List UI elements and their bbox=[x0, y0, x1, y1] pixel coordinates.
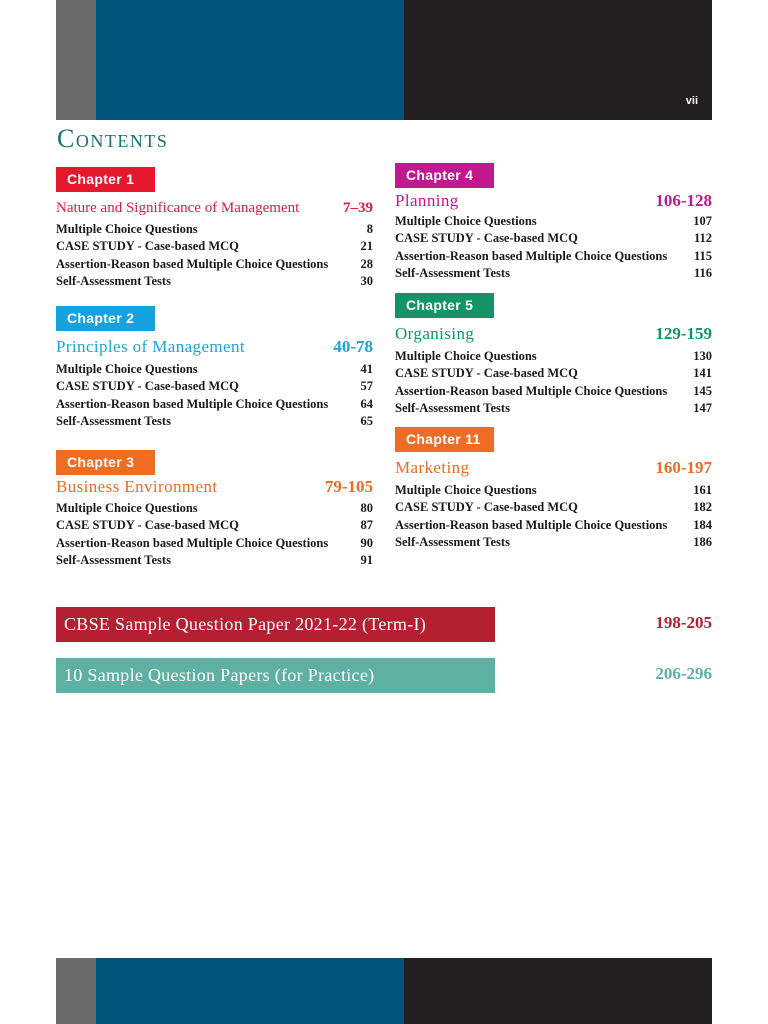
item-page: 184 bbox=[693, 517, 712, 532]
header-band-blue-block bbox=[96, 0, 404, 120]
item-label: Assertion-Reason based Multiple Choice Questions bbox=[56, 256, 329, 271]
item-page: 107 bbox=[693, 214, 712, 228]
list-item[interactable] bbox=[395, 400, 712, 417]
item-label: CASE STUDY - Case-based MCQ bbox=[56, 239, 239, 254]
chapter-5-items bbox=[395, 348, 712, 418]
item-page: 8 bbox=[366, 222, 373, 236]
item-page: 161 bbox=[693, 483, 712, 497]
item-label: Assertion-Reason based Multiple Choice Questions bbox=[395, 383, 668, 398]
list-item[interactable] bbox=[395, 499, 712, 516]
list-item[interactable] bbox=[56, 378, 373, 395]
chapter-5-pages: 129-159 bbox=[655, 324, 712, 343]
list-item[interactable] bbox=[395, 365, 712, 382]
item-page: 41 bbox=[360, 362, 373, 376]
chapter-2-items bbox=[56, 361, 373, 431]
item-page: 65 bbox=[360, 414, 373, 429]
item-label: Multiple Choice Questions bbox=[56, 362, 198, 376]
item-label: Multiple Choice Questions bbox=[395, 483, 537, 497]
list-item[interactable] bbox=[395, 482, 712, 499]
item-label: Multiple Choice Questions bbox=[56, 501, 198, 515]
chapter-1-pages: 7–39 bbox=[343, 200, 373, 216]
item-label: Assertion-Reason based Multiple Choice Questions bbox=[56, 535, 329, 550]
list-item[interactable] bbox=[56, 221, 373, 238]
list-item[interactable] bbox=[56, 273, 373, 290]
chapter-11-items bbox=[395, 482, 712, 552]
item-label: CASE STUDY - Case-based MCQ bbox=[56, 379, 239, 394]
practice-papers-bar[interactable]: 10 Sample Question Papers (for Practice) bbox=[56, 658, 495, 693]
item-label: Self-Assessment Tests bbox=[56, 414, 171, 429]
chapter-4-heading[interactable] bbox=[395, 191, 712, 211]
item-label: Assertion-Reason based Multiple Choice Questions bbox=[56, 396, 329, 411]
item-page: 115 bbox=[693, 248, 712, 263]
chapter-2-title: Principles of Management bbox=[56, 337, 245, 356]
item-label: CASE STUDY - Case-based MCQ bbox=[395, 500, 578, 515]
header-band-grey-stripe bbox=[56, 0, 96, 120]
item-page: 145 bbox=[693, 383, 712, 398]
cbse-sample-paper-pages: 198-205 bbox=[655, 613, 712, 632]
list-item[interactable] bbox=[395, 265, 712, 282]
chapter-4-items bbox=[395, 213, 712, 283]
footer-band-grey-stripe bbox=[56, 958, 96, 1024]
footer-band bbox=[56, 958, 712, 1024]
item-page: 130 bbox=[693, 349, 712, 363]
item-label: Self-Assessment Tests bbox=[395, 266, 510, 281]
chapter-5-title: Organising bbox=[395, 324, 475, 343]
header-band-dark-block bbox=[404, 0, 712, 120]
chapter-1-items bbox=[56, 221, 373, 291]
item-page: 186 bbox=[693, 535, 712, 550]
list-item[interactable] bbox=[395, 534, 712, 551]
item-label: Self-Assessment Tests bbox=[395, 401, 510, 416]
chapter-3-items bbox=[56, 500, 373, 570]
item-label: Multiple Choice Questions bbox=[395, 214, 537, 228]
chapter-11-tag: Chapter 11 bbox=[395, 427, 494, 452]
chapter-11-pages: 160-197 bbox=[655, 458, 712, 477]
chapter-2-pages: 40-78 bbox=[333, 337, 373, 356]
list-item[interactable] bbox=[56, 517, 373, 534]
list-item[interactable] bbox=[56, 361, 373, 378]
item-label: Assertion-Reason based Multiple Choice Questions bbox=[395, 517, 668, 532]
item-label: CASE STUDY - Case-based MCQ bbox=[56, 518, 239, 533]
item-label: Multiple Choice Questions bbox=[395, 349, 537, 363]
chapter-2-tag: Chapter 2 bbox=[56, 306, 155, 331]
chapter-3-tag: Chapter 3 bbox=[56, 450, 155, 475]
item-label: Multiple Choice Questions bbox=[56, 222, 198, 236]
item-page: 90 bbox=[360, 535, 373, 550]
item-page: 87 bbox=[360, 518, 373, 533]
list-item[interactable] bbox=[395, 230, 712, 247]
list-item[interactable] bbox=[395, 383, 712, 400]
chapter-5-tag: Chapter 5 bbox=[395, 293, 494, 318]
item-label: Assertion-Reason based Multiple Choice Questions bbox=[395, 248, 668, 263]
chapter-1-heading[interactable] bbox=[56, 200, 373, 217]
chapter-2-heading[interactable] bbox=[56, 337, 373, 357]
footer-band-blue-block bbox=[96, 958, 404, 1024]
footer-band-dark-block bbox=[404, 958, 712, 1024]
chapter-5-heading[interactable] bbox=[395, 324, 712, 344]
item-page: 147 bbox=[693, 401, 712, 416]
item-page: 141 bbox=[693, 366, 712, 381]
item-page: 57 bbox=[360, 379, 373, 394]
chapter-4-tag: Chapter 4 bbox=[395, 163, 494, 188]
item-label: Self-Assessment Tests bbox=[56, 274, 171, 289]
list-item[interactable] bbox=[56, 238, 373, 255]
item-label: CASE STUDY - Case-based MCQ bbox=[395, 231, 578, 246]
list-item[interactable] bbox=[56, 396, 373, 413]
list-item[interactable] bbox=[56, 500, 373, 517]
item-page: 116 bbox=[693, 266, 712, 281]
item-page: 28 bbox=[360, 256, 373, 271]
practice-papers-pages: 206-296 bbox=[655, 664, 712, 683]
chapter-3-heading[interactable] bbox=[56, 477, 373, 497]
list-item[interactable] bbox=[56, 256, 373, 273]
chapter-3-title: Business Environment bbox=[56, 477, 218, 496]
item-label: CASE STUDY - Case-based MCQ bbox=[395, 366, 578, 381]
list-item[interactable] bbox=[395, 248, 712, 265]
chapter-4-pages: 106-128 bbox=[655, 191, 712, 210]
list-item[interactable] bbox=[56, 413, 373, 430]
list-item[interactable] bbox=[56, 552, 373, 569]
chapter-4-title: Planning bbox=[395, 191, 459, 210]
contents-title: Contents bbox=[57, 124, 169, 153]
item-label: Self-Assessment Tests bbox=[395, 535, 510, 550]
item-page: 64 bbox=[360, 396, 373, 411]
header-band bbox=[56, 0, 712, 120]
list-item[interactable] bbox=[395, 213, 712, 230]
item-page: 91 bbox=[360, 553, 373, 568]
chapter-11-heading[interactable] bbox=[395, 458, 712, 478]
list-item[interactable] bbox=[395, 517, 712, 534]
chapter-1-tag: Chapter 1 bbox=[56, 167, 155, 192]
item-page: 80 bbox=[360, 501, 373, 515]
list-item[interactable] bbox=[56, 535, 373, 552]
item-page: 182 bbox=[693, 500, 712, 515]
item-label: Self-Assessment Tests bbox=[56, 553, 171, 568]
chapter-11-title: Marketing bbox=[395, 458, 470, 477]
list-item[interactable] bbox=[395, 348, 712, 365]
page-number: vii bbox=[685, 95, 698, 107]
chapter-3-pages: 79-105 bbox=[324, 477, 373, 496]
item-page: 112 bbox=[693, 231, 712, 246]
item-page: 21 bbox=[360, 239, 373, 254]
item-page: 30 bbox=[360, 274, 373, 289]
chapter-1-title: Nature and Significance of Management bbox=[56, 200, 300, 216]
cbse-sample-paper-bar[interactable]: CBSE Sample Question Paper 2021-22 (Term-I) bbox=[56, 607, 495, 642]
